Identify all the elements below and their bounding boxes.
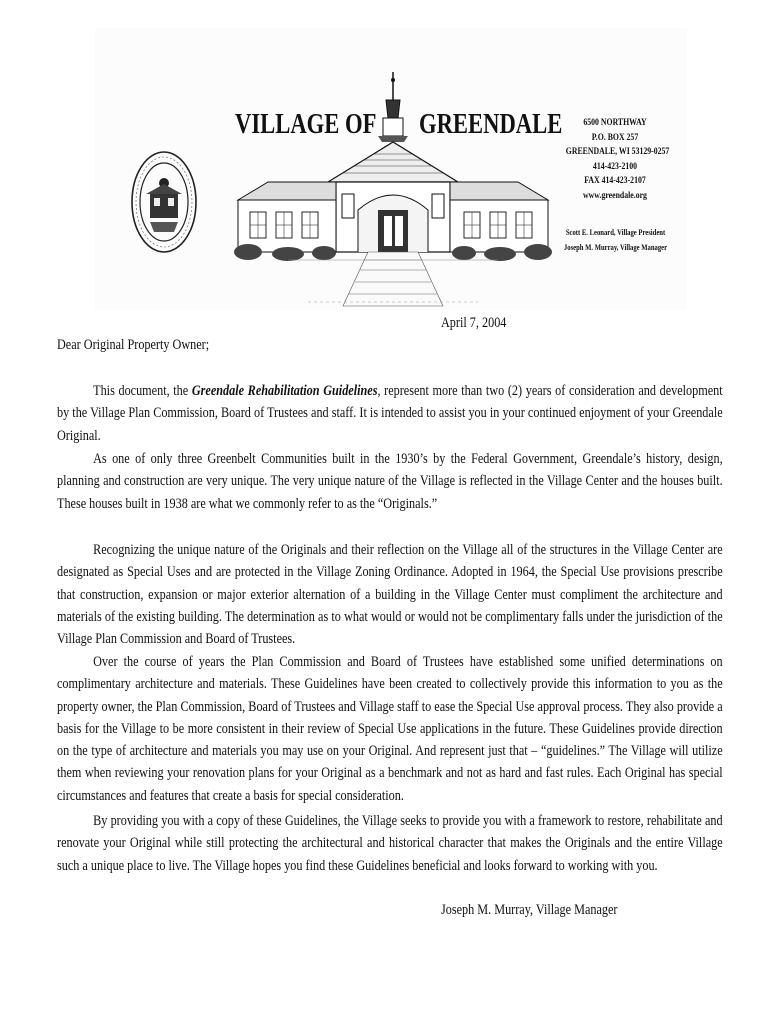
letter-date: April 7, 2004 [441, 315, 507, 331]
letter-salutation: Dear Original Property Owner; [57, 337, 210, 353]
guidelines-title: Greendale Rehabilitation Guidelines [191, 383, 378, 399]
phone-line: 414-423-2100 [592, 161, 638, 172]
address-line: P.O. BOX 257 [591, 132, 639, 143]
village-officials-block [563, 225, 668, 254]
paragraph-text: , represent more than two (2) years of consideration and development by the Village Plan Commission, Board of Trustees and staff. It is intended to assist you in your continued enjoyment of your Greendale Original. [57, 383, 723, 444]
letterhead-title-left: VILLAGE OF [235, 108, 377, 140]
address-line: 6500 NORTHWAY [583, 118, 647, 128]
letter-paragraph: Recognizing the unique nature of the Originals and their reflection on the Village all of the structures in the Village Center are designated as Special Uses and are protected in the Village Zoning Ordinance. Adopted in 1964, the Special Use provisions prescribe that construction, expansion or major exterior alternation of a building in the Village Center must compliment the architecture and materials of the existing building. The determination as to what would or would not be complimentary falls under the jurisdiction of the Village Plan Commission and Board of Trustees. [57, 542, 723, 648]
letter-paragraph: As one of only three Greenbelt Communities built in the 1930’s by the Federal Government, Greendale’s history, design, planning and construction are very unique. The very unique nature of the Village is reflected in the Village Center and the houses built. These houses built in 1938 are what we commonly refer to as the “Originals.” [57, 451, 723, 512]
address-line: GREENDALE, WI 53129-0257 [565, 147, 670, 158]
letter-paragraph: By providing you with a copy of these Guidelines, the Village seeks to provide you with a framework to restore, rehabilitate and renovate your Original while still protecting the architectural and historical character that makes the Originals and the entire Village such a unique place to live. The Village hopes you find these Guidelines beneficial and looks forward to working with you. [57, 813, 723, 874]
village-hall-illustration [228, 70, 558, 310]
letter-paragraph: Over the course of years the Plan Commission and Board of Trustees have established some unified determinations on complimentary architecture and materials. These Guidelines have been created to collectively provide this information to you as the property owner, the Plan Commission, Board of Trustees and Village staff to ease the Special Use approval process. They also provide a basis for the Village to be more consistent in their review of Special Use applications in the future. These Guidelines provide direction on the type of architecture and materials you may use on your Original. And represent just that – “guidelines.” The Village will utilize them when reviewing your renovation plans for your Original as a benchmark and not as hard and fast rules. Each Original has special circumstances and features that create a basis for special consideration. [57, 654, 723, 804]
letter-signature: Joseph M. Murray, Village Manager [441, 902, 618, 918]
village-address-block [565, 116, 670, 204]
letter-paragraph [57, 380, 723, 447]
website-line: www.greendale.org [583, 190, 647, 201]
fax-line: FAX 414-423-2107 [584, 176, 646, 187]
official-line: Joseph M. Murray, Village Manager [563, 241, 668, 252]
letterhead-title-right: GREENDALE [419, 108, 563, 140]
official-line: Scott E. Leonard, Village President [565, 227, 666, 237]
village-seal-icon [130, 148, 198, 256]
paragraph-text: This document, the [93, 383, 192, 399]
